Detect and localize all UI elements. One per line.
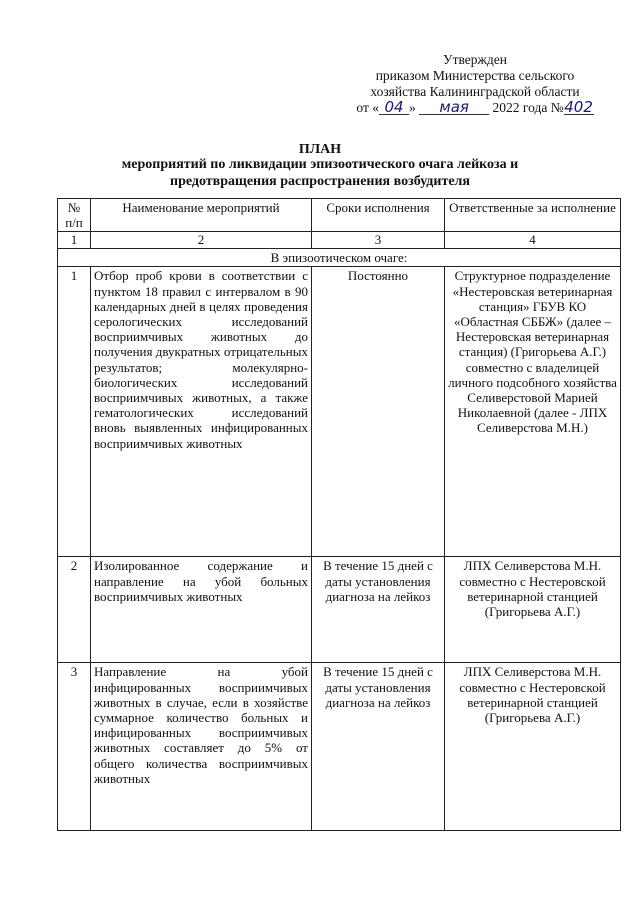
column-number-1: 1	[58, 232, 91, 249]
approval-stamp	[330, 52, 620, 116]
table-row	[58, 557, 621, 663]
table-row	[58, 663, 621, 831]
row-responsible: ЛПХ Селиверстова М.Н. совместно с Нестеровской ветеринарной станцией (Григорьева А.Г.)	[445, 557, 621, 663]
subtitle-line-2: предотвращения распространения возбудителя	[170, 174, 470, 189]
approval-line-3: хозяйства Калининградской области	[370, 84, 580, 99]
date-suffix: 2022 года №	[492, 100, 564, 115]
header-action: Наименование мероприятий	[91, 199, 312, 232]
row-action: Отбор проб крови в соответствии с пунктом 18 правил с интервалом в 90 календарных дней в целях проведения серологических исследований восприимчивых животных до получения двукратных отрицательных результатов; молекулярно-биологических исследований восприимчивых животных, а также гематологических исследований вновь выявленных инфицированных восприимчивых животных	[91, 267, 312, 557]
table-row	[58, 267, 621, 557]
handwritten-order-number: 402	[564, 98, 593, 116]
row-term: В течение 15 дней с даты установления диагноза на лейкоз	[312, 663, 445, 831]
approval-line-1: Утвержден	[443, 52, 507, 67]
section-row	[58, 249, 621, 267]
row-number: 2	[58, 557, 91, 663]
subtitle-line-1: мероприятий по ликвидации эпизоотического очага лейкоза и	[121, 157, 519, 172]
header-number: № п/п	[58, 199, 91, 232]
handwritten-day: 04	[379, 100, 409, 115]
row-term: Постоянно	[312, 267, 445, 557]
row-term: В течение 15 дней с даты установления диагноза на лейкоз	[312, 557, 445, 663]
column-number-2: 2	[91, 232, 312, 249]
page-subtitle	[60, 156, 580, 190]
row-action: Направление на убой инфицированных восприимчивых животных в случае, если в хозяйстве суммарное количество больных и инфицированных восприимчивых животных составляет до 5% от общего количества восприимчивых животных	[91, 663, 312, 831]
row-number: 1	[58, 267, 91, 557]
approval-date-line	[330, 100, 620, 116]
date-mid: »	[409, 100, 416, 115]
row-number: 3	[58, 663, 91, 831]
header-responsible: Ответственные за исполнение	[445, 199, 621, 232]
column-number-4: 4	[445, 232, 621, 249]
header-term: Сроки исполнения	[312, 199, 445, 232]
header-row	[58, 199, 621, 232]
row-action: Изолированное содержание и направление на убой больных восприимчивых животных	[91, 557, 312, 663]
row-responsible: Структурное подразделение «Нестеровская ветеринарная станция» ГБУВ КО «Областная СББЖ» (далее – Нестеровская ветеринарная станция) (Григорьева А.Г.) совместно с владелицей личного подсобного хозяйства Селиверстовой Марией Николаевной (далее - ЛПХ Селиверстова М.Н.)	[445, 267, 621, 557]
column-number-3: 3	[312, 232, 445, 249]
row-responsible: ЛПХ Селиверстова М.Н. совместно с Нестеровской ветеринарной станцией (Григорьева А.Г.)	[445, 663, 621, 831]
approval-line-2: приказом Министерства сельского	[375, 68, 575, 83]
plan-table	[57, 198, 621, 831]
handwritten-month: мая	[419, 100, 489, 115]
section-title: В эпизоотическом очаге:	[58, 249, 621, 267]
column-number-row	[58, 232, 621, 249]
page-title: ПЛАН	[298, 142, 342, 157]
date-prefix: от «	[356, 100, 380, 115]
